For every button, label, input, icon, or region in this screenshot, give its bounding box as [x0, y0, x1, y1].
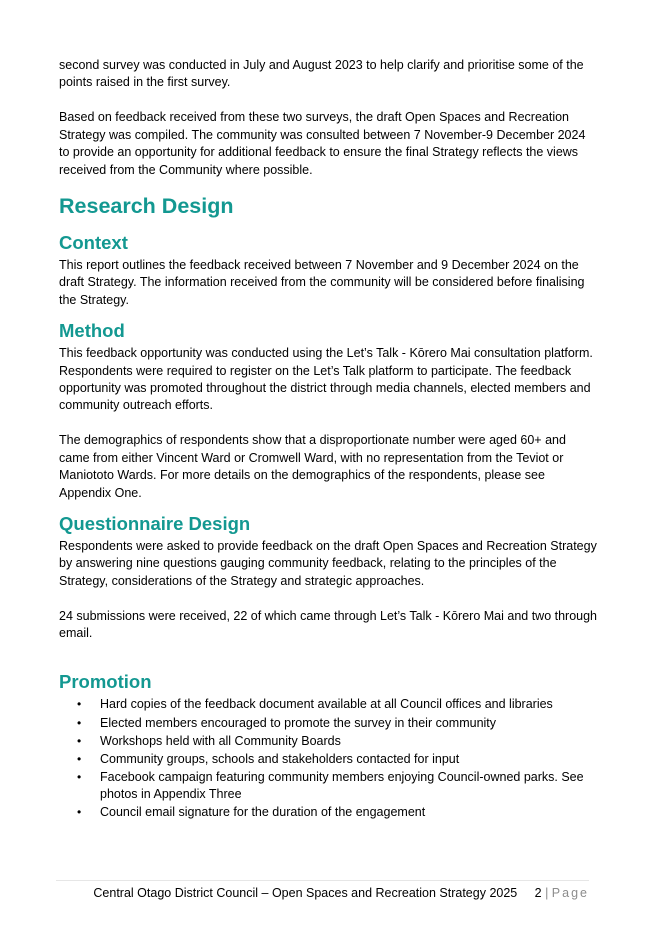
method-paragraph-1: This feedback opportunity was conducted using the Let’s Talk - Kōrero Mai consultation platform. Respondents were required to register on the Let’s Talk platform to participate. The feedback opportunity was promoted throughout the district through media channels, elected members and community outreach efforts.: [59, 346, 593, 413]
intro-paragraph-1: second survey was conducted in July and August 2023 to help clarify and prioritise some of the points raised in the first survey.: [59, 58, 584, 90]
list-item: [59, 751, 599, 769]
bullet-icon: •: [77, 697, 82, 712]
intro-paragraph-2: Based on feedback received from these two surveys, the draft Open Spaces and Recreation Strategy was compiled. The community was consulted between 7 November-9 December 2024 to provide an opportunity for additional feedback to ensure the final Strategy reflects the views received from the Community where possible.: [59, 110, 586, 177]
list-item: [59, 715, 599, 733]
method-heading: Method: [59, 320, 125, 342]
promotion-heading: Promotion: [59, 671, 152, 693]
list-item: [59, 696, 599, 714]
list-item-text: Community groups, schools and stakeholders contacted for input: [100, 751, 460, 766]
list-item-text: Facebook campaign featuring community members enjoying Council-owned parks. See photos in Appendix Three: [100, 769, 584, 802]
questionnaire-heading: Questionnaire Design: [59, 512, 251, 534]
research-design-heading: Research Design: [59, 193, 234, 218]
list-item: [59, 733, 599, 751]
list-item-text: Hard copies of the feedback document available at all Council offices and libraries: [100, 697, 553, 712]
promotion-list: [59, 696, 599, 821]
footer-text: Central Otago District Council – Open Spaces and Recreation Strategy 2025: [93, 886, 518, 900]
page-label: Page: [551, 886, 589, 900]
list-item-text: Council email signature for the duration of the engagement: [100, 805, 426, 820]
bullet-icon: •: [77, 715, 82, 730]
context-heading: Context: [59, 231, 128, 253]
context-paragraph: This report outlines the feedback received between 7 November and 9 December 2024 on the draft Strategy. The information received from the community will be considered before finalising the Strategy.: [59, 257, 585, 307]
document-page: [59, 57, 599, 823]
bullet-icon: •: [77, 733, 82, 748]
questionnaire-paragraph-2: 24 submissions were received, 22 of which came through Let’s Talk - Kōrero Mai and two through email.: [59, 608, 598, 641]
bullet-icon: •: [77, 769, 82, 784]
list-item-text: Elected members encouraged to promote the survey in their community: [100, 715, 497, 730]
page-footer: [56, 880, 589, 900]
bullet-icon: •: [77, 751, 82, 766]
bullet-icon: •: [77, 805, 82, 820]
questionnaire-paragraph-1: Respondents were asked to provide feedback on the draft Open Spaces and Recreation Strategy by answering nine questions gauging community feedback, relating to the principles of the Strategy, considerations of the Strategy and strategic approaches.: [59, 538, 597, 588]
method-paragraph-2: The demographics of respondents show that a disproportionate number were aged 60+ and came from either Vincent Ward or Cromwell Ward, with no representation from the Teviot or Maniototo Wards. For more details on the demographics of the respondents, please see Appendix One.: [59, 433, 566, 500]
page-number: 2: [534, 886, 542, 900]
list-item: [59, 769, 599, 804]
footer-separator: |: [545, 886, 549, 900]
list-item-text: Workshops held with all Community Boards: [100, 733, 341, 748]
list-item: [59, 804, 599, 822]
